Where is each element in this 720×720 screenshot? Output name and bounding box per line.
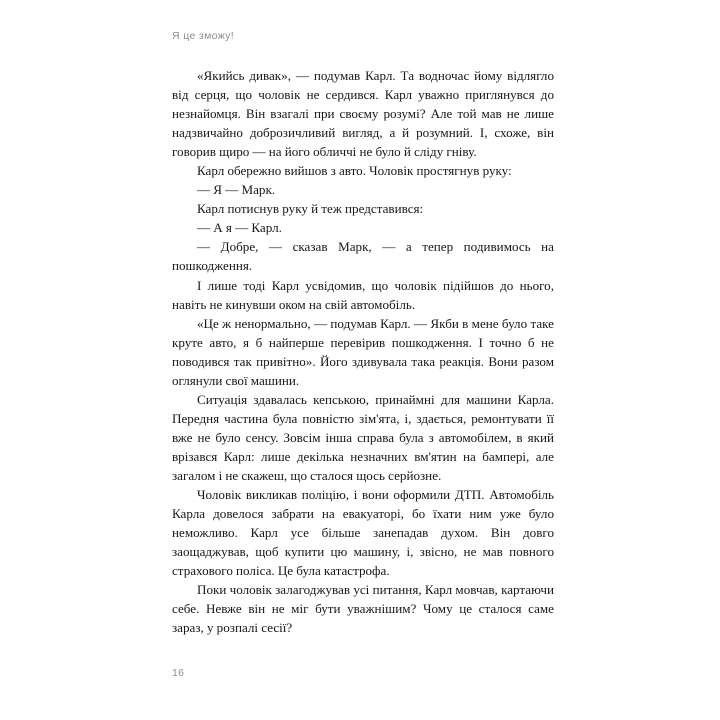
paragraph: Ситуація здавалась кепською, принаймні для машини Карла. Передня частина була повністю зім'ята, і, здається, ремонтувати її вже не було сенсу. Зовсім інша справа була з автомобілем, в який врізався Карл: лише декілька незначних вм'ятин на бампері, але загалом і не скажеш, що сталося щось серйозне. bbox=[172, 391, 554, 483]
paragraph: «Якийсь дивак», — подумав Карл. Та водночас йому відлягло від серця, що чоловік не сердився. Карл уважно приглянувся до незнайомця. Він взагалі при своєму розумі? Але той мав не лише надзвичайно доброзичливий вигляд, а й розумний. І, схоже, він говорив щиро — на його обличчі не було й сліду гніву. bbox=[172, 68, 554, 160]
paragraph: І лише тоді Карл усвідомив, що чоловік підійшов до нього, навіть не кинувши оком на свій автомобіль. bbox=[172, 277, 554, 312]
page-number: 16 bbox=[172, 667, 185, 679]
paragraph: «Це ж ненормально, — подумав Карл. — Якби в мене було таке круте авто, я б найперше перевірив пошкодження. І точно б не поводився так привітно». Його здивувала така реакція. Вони разом оглянули свої машини. bbox=[172, 315, 554, 388]
paragraph: Чоловік викликав поліцію, і вони оформили ДТП. Автомобіль Карла довелося забрати на евакуаторі, бо їхати ним уже було неможливо. Карл усе більше занепадав духом. Він довго заощаджував, щоб купити цю машину, і, звісно, не мав повного страхового поліса. Це була катастрофа. bbox=[172, 487, 554, 579]
body-text-block bbox=[172, 66, 554, 637]
dialogue-line: — Я — Марк. bbox=[197, 182, 276, 198]
paragraph: — Добре, — сказав Марк, — а тепер подивимось на пошкодження. bbox=[172, 239, 554, 274]
paragraph: Карл обережно вийшов з авто. Чоловік простягнув руку: bbox=[197, 163, 512, 179]
running-header: Я це зможу! bbox=[172, 30, 235, 42]
dialogue-line: — А я — Карл. bbox=[197, 220, 282, 236]
paragraph: Карл потиснув руку й теж представився: bbox=[197, 201, 424, 217]
paragraph: Поки чоловік залагоджував усі питання, Карл мовчав, картаючи себе. Невже він не міг бути уважнішим? Чому це сталося саме зараз, у розпалі сесії? bbox=[172, 582, 554, 636]
